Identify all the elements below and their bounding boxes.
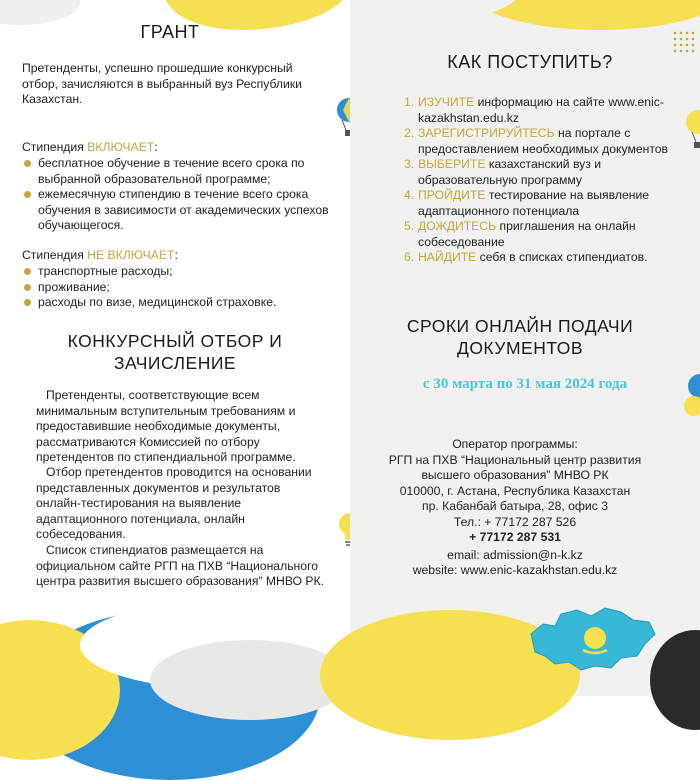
steps-list xyxy=(404,95,674,266)
bullet-dot-icon xyxy=(24,160,31,167)
lightbulb-icon xyxy=(680,392,700,432)
list-item: бесплатное обучение в течение всего срока по выбранной образовательной программе; xyxy=(22,156,340,187)
list-item: ежемесячную стипендию в течение всего срока обучения в зависимости от академических успехов обучающегося. xyxy=(22,187,340,234)
grant-intro: Претенденты, успешно прошедшие конкурсный отбор, зачисляются в выбранный вуз Республики Казахстан. xyxy=(22,61,302,106)
operator-block xyxy=(360,437,670,579)
includes-prefix: Стипендия xyxy=(22,140,88,154)
bullet-dot-icon xyxy=(24,268,31,275)
list-item: расходы по визе, медицинской страховке. xyxy=(22,295,340,311)
operator-website[interactable]: website: www.enic-kazakhstan.edu.kz xyxy=(412,563,618,577)
bullet-dot-icon xyxy=(24,191,31,198)
hot-air-balloon-icon xyxy=(684,108,700,152)
excludes-word: НЕ ВКЛЮЧАЕТ xyxy=(87,248,175,262)
operator-label: Оператор программы: xyxy=(452,437,578,451)
operator-tel: Тел.: + 77172 287 526 xyxy=(453,514,577,529)
bullet-dot-icon xyxy=(24,299,31,306)
selection-title: КОНКУРСНЫЙ ОТБОР И ЗАЧИСЛЕНИЕ xyxy=(67,331,283,373)
includes-heading: Стипендия ВКЛЮЧАЕТ: xyxy=(22,140,158,154)
list-item: 5. ДОЖДИТЕСЬ приглашения на онлайн собеседование xyxy=(404,219,636,249)
list-item: проживание; xyxy=(22,280,340,296)
operator-org-line1: РГП на ПХВ “Национальный центр развития xyxy=(388,452,642,467)
excludes-prefix: Стипендия xyxy=(22,248,88,262)
right-panel xyxy=(350,0,700,696)
includes-list xyxy=(22,156,340,234)
list-item: 3. ВЫБЕРИТЕ казахстанский вуз и образовательную программу xyxy=(404,157,602,187)
list-item: 4. ПРОЙДИТЕ тестирование на выявление адаптационного потенциала xyxy=(404,188,650,218)
list-item: 1. ИЗУЧИТЕ информацию на сайте www.enic-kazakhstan.edu.kz xyxy=(404,95,664,125)
deadlines-title: СРОКИ ОНЛАЙН ПОДАЧИ ДОКУМЕНТОВ xyxy=(406,316,634,358)
decor-blob-top-left xyxy=(0,0,80,25)
decor-dots xyxy=(672,30,696,54)
operator-org-line2: высшего образования” МНВО РК xyxy=(421,468,609,482)
excludes-heading: Стипендия НЕ ВКЛЮЧАЕТ: xyxy=(22,248,178,262)
list-item: 6. НАЙДИТЕ себя в списках стипендиатов. xyxy=(404,250,648,264)
selection-paragraph-2: Отбор претендентов проводится на основании представленных документов и результатов онлайн-тестирования на выявление адаптационного потенциала, онлайн собеседования. xyxy=(36,465,312,541)
includes-word: ВКЛЮЧАЕТ xyxy=(87,140,155,154)
kazakhstan-map-icon xyxy=(525,598,660,678)
deadline-dates: с 30 марта по 31 мая 2024 года xyxy=(422,376,628,392)
selection-paragraph-1: Претенденты, соответствующие всем минимальным вступительным требованиям и предоставившие необходимые документы, рассматриваются Комиссией по отбору претендентов по стипендиальной программе. xyxy=(36,388,296,464)
operator-tel2: + 77172 287 531 xyxy=(469,530,561,544)
grant-title: ГРАНТ xyxy=(140,22,200,42)
left-panel xyxy=(0,0,350,696)
excludes-list xyxy=(22,264,340,311)
operator-email[interactable]: email: admission@n-k.kz xyxy=(447,547,583,562)
bullet-dot-icon xyxy=(24,284,31,291)
operator-address-line1: 010000, г. Астана, Республика Казахстан xyxy=(399,483,631,498)
operator-address-line2: пр. Кабанбай батыра, 28, офис 3 xyxy=(422,499,608,513)
how-to-apply-title: КАК ПОСТУПИТЬ? xyxy=(447,52,613,72)
selection-paragraph-3: Список стипендиатов размещается на официальном сайте РГП на ПХВ “Национального центра развития высшего образования” МНВО РК. xyxy=(36,543,325,588)
list-item: 2. ЗАРЕГИСТРИРУЙТЕСЬ на портале с предоставлением необходимых документов xyxy=(404,126,669,156)
decor-blob-top-right-white xyxy=(350,0,520,20)
list-item: транспортные расходы; xyxy=(22,264,340,280)
